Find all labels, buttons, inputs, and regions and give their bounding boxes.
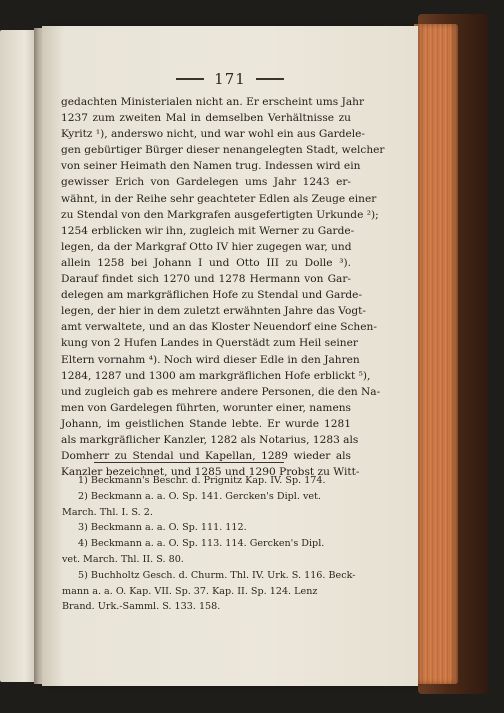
body-line: delegen am markgräflichen Hofe zu Stendal und Garde-: [61, 289, 363, 302]
body-line: wähnt, in der Reihe sehr geachteter Edlen als Zeuge einer: [61, 192, 377, 205]
body-line: Eltern vornahm ⁴). Noch wird dieser Edle in den Jahren: [61, 353, 360, 366]
body-line: allein 1258 bei Johann I und Otto III zu Dolle ³).: [61, 256, 351, 269]
page-number: 171: [214, 70, 246, 88]
footnotes: [62, 473, 356, 615]
body-line: 1254 erblicken wir ihn, zugleich mit Werner zu Garde-: [61, 224, 355, 237]
footnote-line: 4) Beckmann a. a. O. Sp. 113. 114. Gercken's Dipl.: [78, 538, 325, 550]
body-line: als markgräflicher Kanzler, 1282 als Notarius, 1283 als: [61, 433, 359, 446]
footnote-line: 1) Beckmann's Beschr. d. Prignitz Kap. IV. Sp. 174.: [78, 475, 326, 486]
body-line: und zugleich gab es mehrere andere Personen, die den Na-: [61, 385, 381, 398]
body-line: 1237 zum zweiten Mal in demselben Verhältnisse zu: [61, 112, 351, 125]
body-line: legen, der hier in dem zuletzt erwähnten Jahre das Vogt-: [61, 305, 366, 318]
footnote-line: March. Thl. I. S. 2.: [62, 506, 153, 518]
left-page-sliver: [0, 30, 36, 682]
header-rule-right: [256, 78, 284, 80]
footnote-line: vet. March. Thl. II. S. 80.: [62, 553, 184, 565]
page-block-edges: [414, 24, 458, 684]
body-line: Kanzler bezeichnet, und 1285 und 1290 Probst zu Witt-: [61, 466, 360, 479]
body-line: 1284, 1287 und 1300 am markgräflichen Hofe erblickt ⁵),: [61, 369, 371, 382]
body-text: [61, 94, 385, 480]
body-line: amt verwaltete, und an das Kloster Neuendorf eine Schen-: [61, 321, 377, 334]
page-header: [42, 70, 418, 88]
body-line: gewisser Erich von Gardelegen ums Jahr 1243 er-: [61, 176, 351, 189]
body-line: von seiner Heimath den Namen trug. Indessen wird ein: [61, 160, 361, 173]
footnote-line: 5) Buchholtz Gesch. d. Churm. Thl. IV. Urk. S. 116. Beck-: [78, 569, 356, 581]
body-line: gen gebürtiger Bürger dieser nenangelegten Stadt, welcher: [61, 144, 385, 157]
body-line: men von Gardelegen führten, worunter einer, namens: [61, 401, 351, 414]
footnote-line: 3) Beckmann a. a. O. Sp. 111. 112.: [78, 522, 247, 534]
body-line: gedachten Ministerialen nicht an. Er erscheint ums Jahr: [61, 96, 365, 108]
header-rule-left: [176, 78, 204, 80]
body-line: Johann, im geistlichen Stande lebte. Er wurde 1281: [61, 417, 351, 430]
body-line: Darauf findet sich 1270 und 1278 Hermann von Gar-: [61, 273, 351, 286]
footnote-line: Brand. Urk.-Samml. S. 133. 158.: [62, 601, 221, 613]
body-line: zu Stendal von den Markgrafen ausgefertigten Urkunde ²);: [61, 208, 379, 221]
footnote-line: mann a. a. O. Kap. VII. Sp. 37. Kap. II. Sp. 124. Lenz: [62, 585, 318, 597]
body-line: Kyritz ¹), anderswo nicht, und war wohl ein aus Gardele-: [61, 128, 366, 141]
footnote-line: 2) Beckmann a. a. O. Sp. 141. Gercken's Dipl. vet.: [78, 490, 321, 502]
book-page: [42, 26, 418, 686]
footnote-divider: [94, 462, 284, 463]
body-line: legen, da der Markgraf Otto IV hier zugegen war, und: [61, 240, 352, 253]
body-line: kung von 2 Hufen Landes in Querstädt zum Heil seiner: [61, 337, 358, 350]
body-line: Domherr zu Stendal und Kapellan, 1289 wieder als: [61, 450, 351, 463]
